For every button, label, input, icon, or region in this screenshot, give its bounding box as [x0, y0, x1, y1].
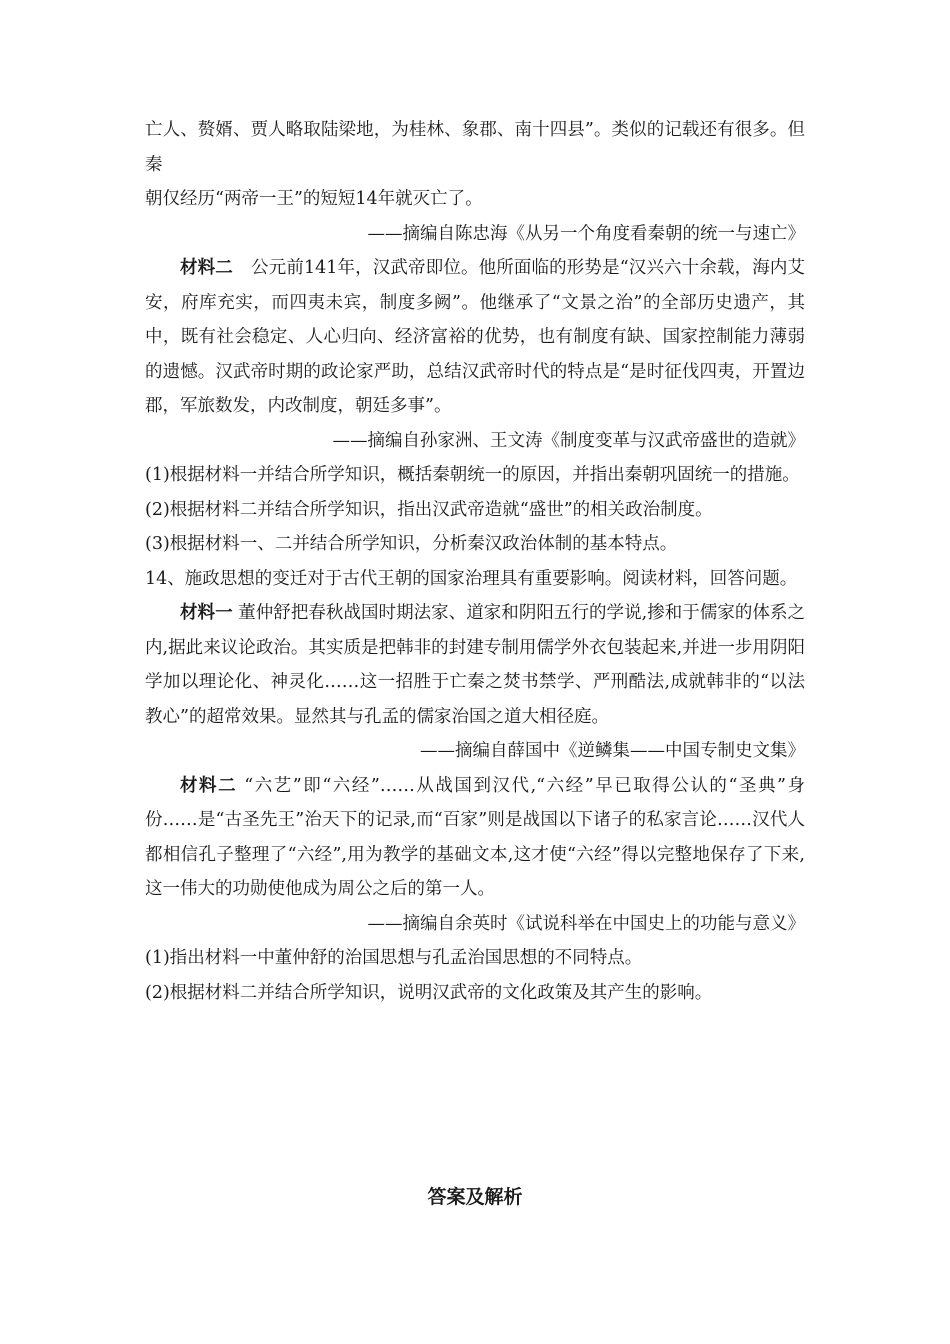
q13-material-2-text: 公元前141年，汉武帝即位。他所面临的形势是“汉兴六十余载，海内艾安，府库充实，而四夷未宾，制度多阙”。他继承了“文景之治”的全部历史遗产，其中，既有社会稳定、人心归向、经济富裕的优势，也有制度有缺、国家控制能力薄弱的遗憾。汉武帝时期的政论家严助，总结汉武帝时代的特点是“是时征伐四夷，开置边郡，军旅数发，内改制度，朝廷多事”。 — [145, 258, 805, 416]
q14-material-2-text: “六艺”即“六经”……从战国到汉代,“六经”早已取得公认的“圣典”身份……是“古圣先王”治天下的记录,而“百家”则是战国以下诸子的私家言论……汉代人都相信孔子整理了“六经”,用为教学的基础文本,这才使“六经”得以完整地保存了下来,这一伟大的功勋使他成为周公之后的第一人。 — [145, 775, 805, 899]
q13-material-1-tail-line-2: 朝仅经历“两帝一王”的短短14年就灭亡了。 — [145, 189, 483, 209]
answer-heading: 答案及解析 — [427, 1186, 523, 1208]
q13-question-2: (2)根据材料二并结合所学知识，指出汉武帝造就“盛世”的相关政治制度。 — [145, 499, 713, 520]
q14-material-2-label: 材料二 — [180, 775, 238, 796]
q14-question-2: (2)根据材料二并结合所学知识，说明汉武帝的文化政策及其产生的影响。 — [145, 982, 713, 1003]
q14-material-2-source: ——摘编自余英时《试说科举在中国史上的功能与意义》 — [367, 913, 805, 934]
q13-question-1: (1)根据材料一并结合所学知识，概括秦朝统一的原因，并指出秦朝巩固统一的措施。 — [145, 465, 800, 485]
q14-material-1-source: ——摘编自薛国中《逆鳞集——中国专制史文集》 — [420, 741, 805, 761]
q14-stem: 14、施政思想的变迁对于古代王朝的国家治理具有重要影响。阅读材料，回答问题。 — [145, 568, 798, 589]
q13-material-1-source: ——摘编自陈忠海《从另一个角度看秦朝的统一与速亡》 — [367, 223, 805, 244]
q14-material-1-text: 董仲舒把春秋战国时期法家、道家和阴阳五行的学说,掺和于儒家的体系之内,据此来议论政治。其实质是把韩非的封建专制用儒学外衣包装起来,并进一步用阴阳学加以理论化、神灵化……这一招胜于亡秦之焚书禁学、严刑酷法,成就韩非的“以法教心”的超常效果。显然其与孔孟的儒家治国之道大相径庭。 — [145, 603, 806, 727]
q13-material-2 — [145, 251, 805, 424]
q13-material-1-tail-line-1: 亡人、赘婿、贾人略取陆梁地，为桂林、象郡、南十四县”。类似的记载还有很多。但秦 — [145, 120, 805, 175]
q13-material-2-source: ——摘编自孙家洲、王文涛《制度变革与汉武帝盛世的造就》 — [332, 430, 805, 451]
q13-material-2-label: 材料二 — [180, 258, 233, 278]
document-body — [145, 113, 805, 1010]
q14-material-1-label: 材料一 — [180, 603, 233, 623]
q14-question-1: (1)指出材料一中董仲舒的治国思想与孔孟治国思想的不同特点。 — [145, 948, 643, 968]
q14-material-2 — [145, 769, 805, 907]
q13-question-3: (3)根据材料一、二并结合所学知识，分析秦汉政治体制的基本特点。 — [145, 534, 678, 554]
q14-material-1 — [145, 596, 805, 734]
